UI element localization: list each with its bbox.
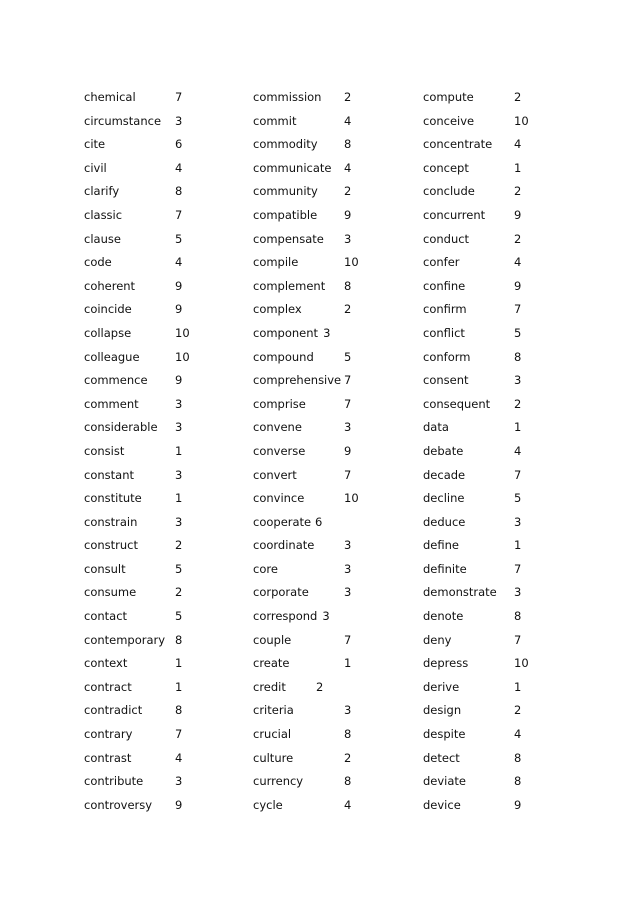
- word-number: 8: [175, 184, 183, 199]
- list-item: [253, 301, 352, 325]
- word-text: commodity: [253, 137, 318, 152]
- list-item: [253, 183, 352, 207]
- word-number: 7: [514, 561, 522, 576]
- word-number: 2: [514, 184, 522, 199]
- word-text: context: [84, 656, 128, 671]
- list-item: [253, 467, 352, 491]
- word-text: coincide: [84, 302, 132, 317]
- word-text: conduct: [423, 231, 470, 246]
- word-text: conflict: [423, 325, 465, 340]
- word-number: 3: [344, 538, 352, 553]
- word-number: 6: [175, 137, 183, 152]
- word-number: 9: [514, 278, 522, 293]
- list-item: [253, 443, 352, 467]
- word-number: 3: [175, 514, 183, 529]
- word-number: 3: [322, 609, 330, 624]
- word-number: 5: [175, 561, 183, 576]
- word-text: consult: [84, 561, 126, 576]
- word-number: 4: [514, 137, 522, 152]
- word-text: coordinate: [253, 538, 315, 553]
- list-item: [253, 797, 352, 821]
- word-number: 10: [514, 113, 529, 128]
- word-text: colleague: [84, 349, 140, 364]
- word-number: 8: [514, 609, 522, 624]
- word-text: constrain: [84, 514, 138, 529]
- word-number: 1: [514, 679, 522, 694]
- word-number: 6: [315, 514, 323, 529]
- list-item: [253, 207, 352, 231]
- list-item: [253, 396, 352, 420]
- word-number: 5: [175, 231, 183, 246]
- word-text: couple: [253, 632, 292, 647]
- list-item: [253, 702, 352, 726]
- word-text: detect: [423, 750, 460, 765]
- word-number: 5: [514, 491, 522, 506]
- word-number: 4: [175, 255, 183, 270]
- word-text: compile: [253, 255, 299, 270]
- word-number: 10: [514, 656, 529, 671]
- word-text: decline: [423, 491, 465, 506]
- word-number: 3: [175, 396, 183, 411]
- word-text: consume: [84, 585, 137, 600]
- word-text: concentrate: [423, 137, 493, 152]
- word-number: 3: [514, 585, 522, 600]
- word-text: compatible: [253, 207, 318, 222]
- list-item: [253, 372, 352, 396]
- word-text: deviate: [423, 774, 467, 789]
- word-number: 9: [344, 443, 352, 458]
- word-text: correspond: [253, 609, 318, 624]
- word-number: 7: [344, 396, 352, 411]
- word-text: clarify: [84, 184, 120, 199]
- list-item: [253, 231, 352, 255]
- word-number: 9: [514, 207, 522, 222]
- word-text: definite: [423, 561, 467, 576]
- word-text: confine: [423, 278, 466, 293]
- word-text: cycle: [253, 797, 283, 812]
- word-number: 2: [316, 679, 324, 694]
- list-item: [253, 490, 359, 514]
- word-number: 5: [514, 325, 522, 340]
- word-text: convene: [253, 420, 302, 435]
- list-item: [253, 584, 352, 608]
- word-number: 3: [175, 774, 183, 789]
- word-column-2: [253, 89, 359, 820]
- list-item: [253, 773, 352, 797]
- word-text: conceive: [423, 113, 475, 128]
- word-number: 2: [514, 396, 522, 411]
- word-number: 5: [175, 609, 183, 624]
- word-text: complement: [253, 278, 326, 293]
- word-number: 7: [344, 632, 352, 647]
- word-number: 7: [344, 467, 352, 482]
- word-text: contemporary: [84, 632, 166, 647]
- word-number: 1: [175, 443, 183, 458]
- list-item: [253, 160, 352, 184]
- word-number: 4: [514, 443, 522, 458]
- word-number: 8: [175, 632, 183, 647]
- list-item: [253, 750, 352, 774]
- word-text: derive: [423, 679, 460, 694]
- word-text: code: [84, 255, 112, 270]
- word-number: 10: [344, 491, 359, 506]
- list-item: [253, 325, 330, 349]
- word-number: 1: [514, 160, 522, 175]
- list-item: [253, 537, 352, 561]
- word-number: 7: [514, 632, 522, 647]
- word-number: 9: [175, 278, 183, 293]
- word-number: 3: [344, 703, 352, 718]
- word-number: 3: [344, 585, 352, 600]
- word-number: 2: [514, 90, 522, 104]
- word-text: consent: [423, 373, 469, 388]
- word-text: controversy: [84, 797, 153, 812]
- word-text: comprise: [253, 396, 306, 411]
- word-text: define: [423, 538, 459, 553]
- word-text: create: [253, 656, 290, 671]
- list-item: [253, 349, 352, 373]
- word-text: currency: [253, 774, 304, 789]
- word-text: constant: [84, 467, 134, 482]
- word-text: contact: [84, 609, 128, 624]
- word-text: conform: [423, 349, 471, 364]
- word-text: compute: [423, 90, 474, 104]
- word-text: collapse: [84, 325, 132, 340]
- word-number: 9: [344, 207, 352, 222]
- list-item: [253, 254, 359, 278]
- word-text: design: [423, 703, 462, 718]
- word-text: civil: [84, 160, 107, 175]
- word-text: contradict: [84, 703, 143, 718]
- word-text: denote: [423, 609, 464, 624]
- list-item: [253, 89, 352, 113]
- word-number: 3: [514, 514, 522, 529]
- word-text: convert: [253, 467, 297, 482]
- word-number: 9: [175, 302, 183, 317]
- word-number: 3: [175, 113, 183, 128]
- word-number: 4: [514, 727, 522, 742]
- word-text: contract: [84, 679, 132, 694]
- word-number: 10: [175, 325, 190, 340]
- word-number: 9: [175, 797, 183, 812]
- word-number: 2: [344, 184, 352, 199]
- word-number: 4: [344, 160, 352, 175]
- word-text: component: [253, 325, 319, 340]
- word-number: 8: [175, 703, 183, 718]
- word-number: 8: [344, 774, 352, 789]
- word-text: crucial: [253, 727, 292, 742]
- word-number: 3: [344, 561, 352, 576]
- word-text: circumstance: [84, 113, 162, 128]
- word-text: corporate: [253, 585, 309, 600]
- word-number: 8: [344, 727, 352, 742]
- word-number: 8: [514, 774, 522, 789]
- list-item: [253, 419, 352, 443]
- list-item: [253, 113, 352, 137]
- list-item: [253, 561, 352, 585]
- word-number: 1: [514, 420, 522, 435]
- word-text: complex: [253, 302, 302, 317]
- word-number: 3: [344, 420, 352, 435]
- word-number: 8: [514, 750, 522, 765]
- word-text: criteria: [253, 703, 294, 718]
- word-number: 7: [175, 90, 183, 104]
- word-text: consist: [84, 443, 125, 458]
- word-text: community: [253, 184, 318, 199]
- word-number: 7: [514, 467, 522, 482]
- word-text: contrast: [84, 750, 132, 765]
- word-text: credit: [253, 679, 286, 694]
- word-text: comment: [84, 396, 139, 411]
- word-text: concept: [423, 160, 469, 175]
- word-number: 1: [175, 679, 183, 694]
- word-text: contrary: [84, 727, 133, 742]
- word-number: 8: [344, 278, 352, 293]
- word-text: confer: [423, 255, 460, 270]
- word-number: 7: [175, 207, 183, 222]
- word-number: 4: [344, 797, 352, 812]
- word-number: 3: [514, 373, 522, 388]
- word-text: commence: [84, 373, 148, 388]
- list-item: [253, 679, 330, 703]
- word-text: compound: [253, 349, 314, 364]
- word-number: 2: [344, 90, 352, 104]
- word-number: 2: [514, 703, 522, 718]
- word-text: constitute: [84, 491, 142, 506]
- word-text: consequent: [423, 396, 491, 411]
- word-number: 4: [514, 255, 522, 270]
- word-number: 2: [344, 302, 352, 317]
- list-item: [253, 278, 352, 302]
- word-text: deduce: [423, 514, 466, 529]
- word-number: 7: [175, 727, 183, 742]
- word-number: 4: [344, 113, 352, 128]
- word-text: considerable: [84, 420, 158, 435]
- word-number: 3: [323, 325, 331, 340]
- word-number: 10: [175, 349, 190, 364]
- word-number: 8: [344, 137, 352, 152]
- word-text: demonstrate: [423, 585, 497, 600]
- list-item: [253, 726, 352, 750]
- word-text: commission: [253, 90, 322, 104]
- word-text: deny: [423, 632, 452, 647]
- word-number: 9: [175, 373, 183, 388]
- word-number: 7: [514, 302, 522, 317]
- word-number: 3: [175, 420, 183, 435]
- word-text: clause: [84, 231, 121, 246]
- word-number: 9: [514, 797, 522, 812]
- word-text: data: [423, 420, 449, 435]
- word-number: 1: [175, 491, 183, 506]
- word-text: chemical: [84, 90, 136, 104]
- word-text: cite: [84, 137, 106, 152]
- word-text: device: [423, 797, 461, 812]
- list-item: [253, 136, 352, 160]
- word-text: comprehensive: [253, 373, 342, 388]
- word-text: debate: [423, 443, 464, 458]
- word-text: depress: [423, 656, 469, 671]
- word-text: conclude: [423, 184, 475, 199]
- word-text: communicate: [253, 160, 332, 175]
- word-number: 3: [344, 231, 352, 246]
- word-text: classic: [84, 207, 123, 222]
- word-number: 5: [344, 349, 352, 364]
- word-text: coherent: [84, 278, 136, 293]
- word-number: 10: [344, 255, 359, 270]
- word-text: despite: [423, 727, 466, 742]
- word-number: 1: [344, 656, 352, 671]
- word-number: 2: [175, 538, 183, 553]
- word-number: 2: [514, 231, 522, 246]
- word-text: cooperate: [253, 514, 312, 529]
- word-number: 1: [175, 656, 183, 671]
- word-number: 3: [175, 467, 183, 482]
- list-item: [253, 655, 352, 679]
- word-text: converse: [253, 443, 306, 458]
- list-item: [253, 514, 330, 538]
- word-text: commit: [253, 113, 297, 128]
- word-number: 4: [175, 750, 183, 765]
- word-number: 2: [344, 750, 352, 765]
- list-item: [253, 632, 352, 656]
- list-item: [253, 608, 330, 632]
- word-text: compensate: [253, 231, 324, 246]
- word-text: convince: [253, 491, 305, 506]
- word-number: 1: [514, 538, 522, 553]
- word-number: 2: [175, 585, 183, 600]
- word-text: confirm: [423, 302, 467, 317]
- word-text: contribute: [84, 774, 144, 789]
- word-text: concurrent: [423, 207, 486, 222]
- word-number: 7: [344, 373, 352, 388]
- word-number: 4: [175, 160, 183, 175]
- word-text: decade: [423, 467, 466, 482]
- word-text: construct: [84, 538, 138, 553]
- word-number: 8: [514, 349, 522, 364]
- word-text: culture: [253, 750, 294, 765]
- word-text: core: [253, 561, 278, 576]
